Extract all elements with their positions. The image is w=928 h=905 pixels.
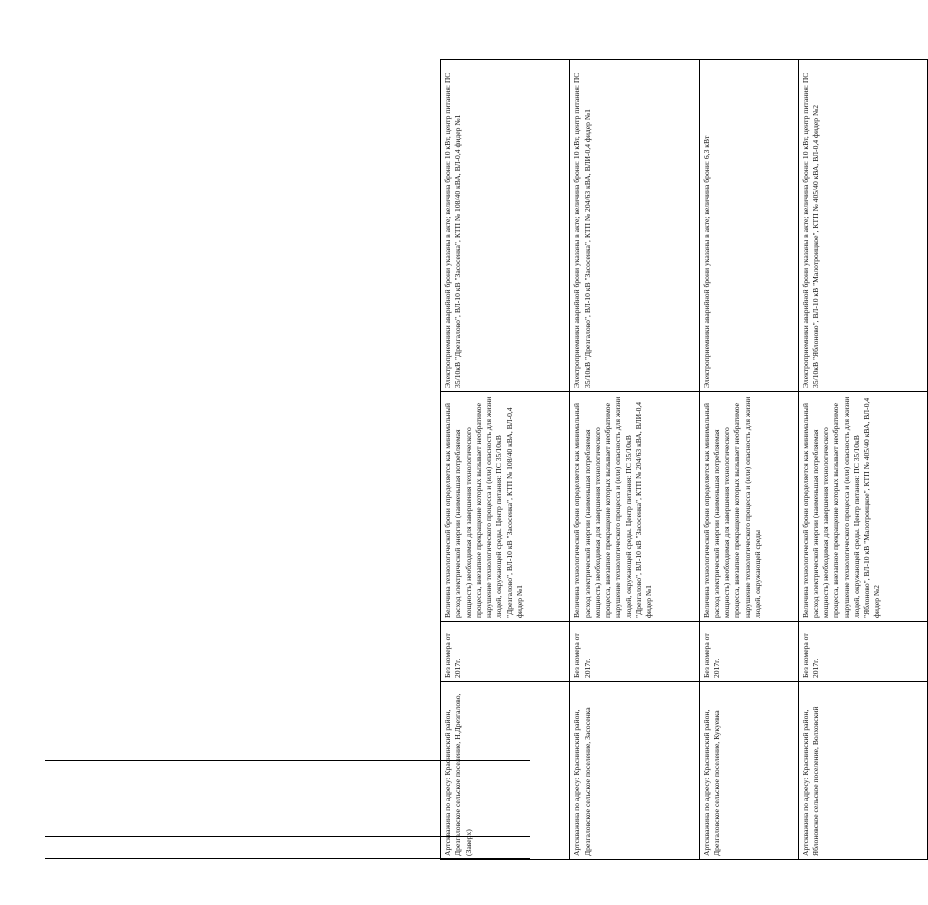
number-cell: Без номера от 2017г.	[570, 622, 699, 682]
address-cell: Артскважина по адресу: Краснинский район, Дрезгаловское сельское поселение, Кукуевка	[699, 682, 798, 860]
emergency-armor-cell: Электроприемники аварийной брони указаны в акте; величина брони: 6,3 кВт	[699, 60, 798, 392]
number-cell: Без номера от 2017г.	[699, 622, 798, 682]
table-row	[570, 60, 699, 860]
emergency-armor-cell: Электроприемники аварийной брони указаны в акте; величина брони: 10 кВт, центр питания: ПС 35/10кВ "Дрезгалово", ВЛ-10 кВ "Засосенка", КТП № 204/63 кВА, ВЛИ-0,4 фидер №1	[570, 60, 699, 392]
page-divider	[45, 836, 530, 837]
tech-armor-cell: Величина технологической брони определяется как минимальный расход электрической энергии (наименьшая потребляемая мощность) необходимая для завершения технологического процесса, внезапное прекращение которых вызывает необратимое нарушение технологического процесса и (или) опасность для жизни людей, окружающей среды	[699, 392, 798, 622]
number-cell: Без номера от 2017г.	[441, 622, 570, 682]
tech-armor-cell: Величина технологической брони определяется как минимальный расход электрической энергии (наименьшая потребляемая мощность) необходимая для завершения технологического процесса, внезапное прекращение которых вызывает необратимое нарушение технологического процесса и (или) опасность для жизни людей, окружающей среды. Центр питания: ПС 35/10кВ "Дрезгалово", ВЛ-10 кВ "Засосенка", КТП № 204/63 кВА, ВЛИ-0,4 фидер №1	[570, 392, 699, 622]
table-row	[441, 60, 570, 860]
address-cell: Артскважина по адресу: Краснинский район, Дрезгаловское сельское поселение, Засосенка	[570, 682, 699, 860]
number-cell: Без номера от 2017г.	[798, 622, 927, 682]
rotated-table-container	[440, 60, 928, 860]
table-row	[798, 60, 927, 860]
emergency-armor-cell: Электроприемники аварийной брони указаны в акте; величина брони: 10 кВт, центр питания: ПС 35/10кВ "Дрезгалово", ВЛ-10 кВ "Засосенка", КТП № 108/40 кВА, ВЛ-0,4 фидер №1	[441, 60, 570, 392]
page-divider	[45, 760, 530, 761]
tech-armor-cell: Величина технологической брони определяется как минимальный расход электрической энергии (наименьшая потребляемая мощность) необходимая для завершения технологического процесса, внезапное прекращение которых вызывает необратимое нарушение технологического процесса и (или) опасность для жизни людей, окружающей среды. Центр питания: ПС 35/10кВ "Дрезгалово", ВЛ-10 кВ "Засосенка", КТП № 108/40 кВА, ВЛ-0,4 фидер №1	[441, 392, 570, 622]
page-divider	[45, 858, 530, 859]
table-row	[699, 60, 798, 860]
armor-table	[440, 59, 928, 860]
emergency-armor-cell: Электроприемники аварийной брони указаны в акте; величина брони: 10 кВт, центр питания: ПС 35/10кВ "Яблоново", ВЛ-10 кВ "Малотроицкое", КТП № 405/40 кВА, ВЛ-0,4 фидер №2	[798, 60, 927, 392]
tech-armor-cell: Величина технологической брони определяется как минимальный расход электрической энергии (наименьшая потребляемая мощность) необходимая для завершения технологического процесса, внезапное прекращение которых вызывает необратимое нарушение технологического процесса и (или) опасность для жизни людей, окружающей среды. Центр питания: ПС 35/10кВ "Яблоново", ВЛ-10 кВ "Малотроицкое", КТП № 405/40 кВА, ВЛ-0,4 фидер №2	[798, 392, 927, 622]
address-cell: Артскважина по адресу: Краснинский район, Яблоновское сельское поселение, Волховский	[798, 682, 927, 860]
address-cell: Артскважина по адресу: Краснинский район, Дрезгаловское сельское поселение, Н.Дрезгалово, (Заверх)	[441, 682, 570, 860]
